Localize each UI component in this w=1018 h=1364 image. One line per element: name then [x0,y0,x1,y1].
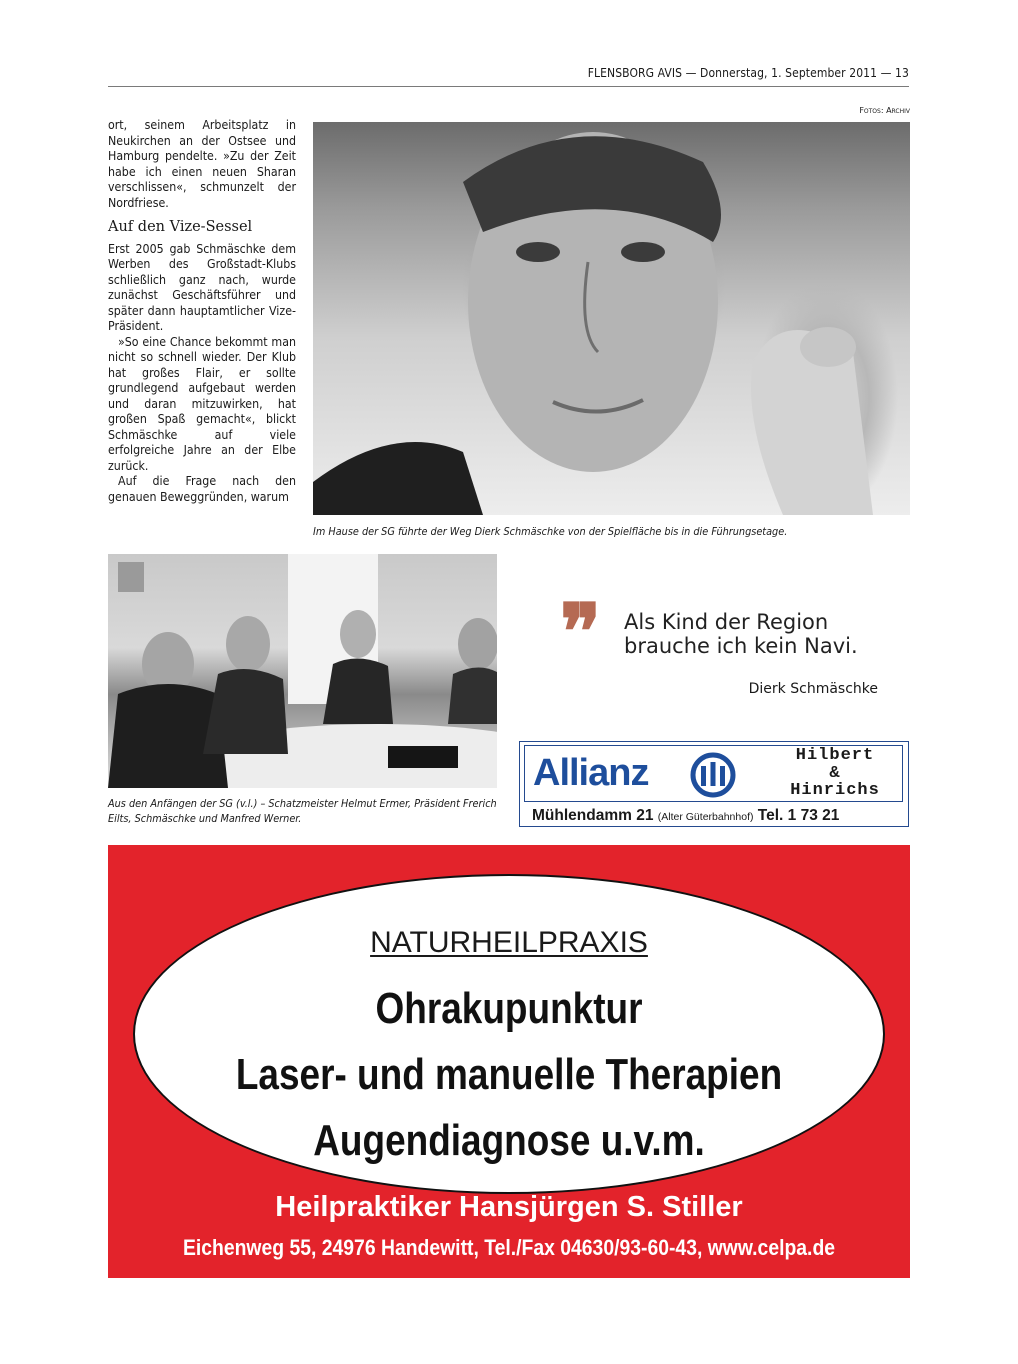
quote-author: Dierk Schmäschke [748,681,878,697]
portrait-illustration [313,122,910,515]
allianz-street: Mühlendamm 21 [532,807,654,824]
ad-service-line: Ohrakupunktur [375,984,643,1033]
photo-credit: Fotos: Archiv [859,106,910,115]
quote-text [624,610,858,658]
ad-address: Eichenweg 55, 24976 Handewitt, Tel./Fax 04630/93-60-43, www.celpa.de [182,1235,836,1260]
naturheilpraxis-ad [108,845,910,1278]
meeting-caption: Aus den Anfängen der SG (v.l.) – Schatzmeister Helmut Ermer, Präsident Frerich Eilts, Schmäschke und Manfred Werner. [108,797,497,825]
article-paragraph: »So eine Chance bekommt man nicht so schnell wieder. Der Klub hat großes Flair, er sollte grundlegend aufgebaut werden und daran mitzuwirken, hat großen Spaß gemacht«, blickt Schmäschke auf viele erfolgreiche Jahre an der Elbe zurück. [108,334,296,473]
ad-title: NATURHEILPRAXIS [370,926,648,959]
quote-line: Als Kind der Region [624,610,829,634]
allianz-phone: Tel. 1 73 21 [757,807,840,824]
page-header [108,64,909,87]
allianz-ad-frame [524,745,903,802]
ad-service-line: Augendiagnose u.v.m. [313,1116,705,1165]
portrait-caption: Im Hause der SG führte der Weg Dierk Schmäschke von der Spielfläche bis in die Führungsetage. [313,525,788,538]
agency-name: Hilbert [795,746,875,765]
portrait-photo [313,122,910,515]
article-paragraph: Erst 2005 gab Schmäschke dem Werben des Großstadt-Klubs schließlich ganz nach, wurde zunächst Geschäftsführer und später dann hauptamtlicher Vize-Präsident. [108,241,296,333]
article-column [108,118,296,505]
header-text: FLENSBORG AVIS — Donnerstag, 1. September 2011 — 13 [587,66,909,80]
allianz-brand: Allianz [533,752,649,794]
agency-name: Hinrichs [790,781,880,800]
allianz-ad [519,741,909,827]
allianz-address [532,807,839,825]
article-paragraph: Auf die Frage nach den genauen Beweggründen, warum [108,474,296,504]
meeting-illustration [108,554,497,788]
allianz-note: (Alter Güterbahnhof) [657,811,754,823]
article-subhead: Auf den Vize-Sessel [108,219,253,235]
ad-service-line: Laser- und manuelle Therapien [235,1050,783,1099]
ad-oval [133,874,885,1194]
ad-practitioner-name: Heilpraktiker Hansjürgen S. Stiller [275,1191,743,1223]
agency-ampersand: & [829,763,841,783]
agency-names [765,747,905,800]
quote-mark-icon: ❞ [560,587,601,676]
article-paragraph: ort, seinem Arbeitsplatz in Neukirchen an der Ostsee und Hamburg pendelte. »Zu der Zeit habe ich einen neuen Sharan verschlissen«, schmunzelt der Nordfriese. [108,118,296,210]
quote-line: brauche ich kein Navi. [624,634,858,658]
meeting-photo [108,554,497,788]
allianz-eagle-icon [685,752,741,798]
